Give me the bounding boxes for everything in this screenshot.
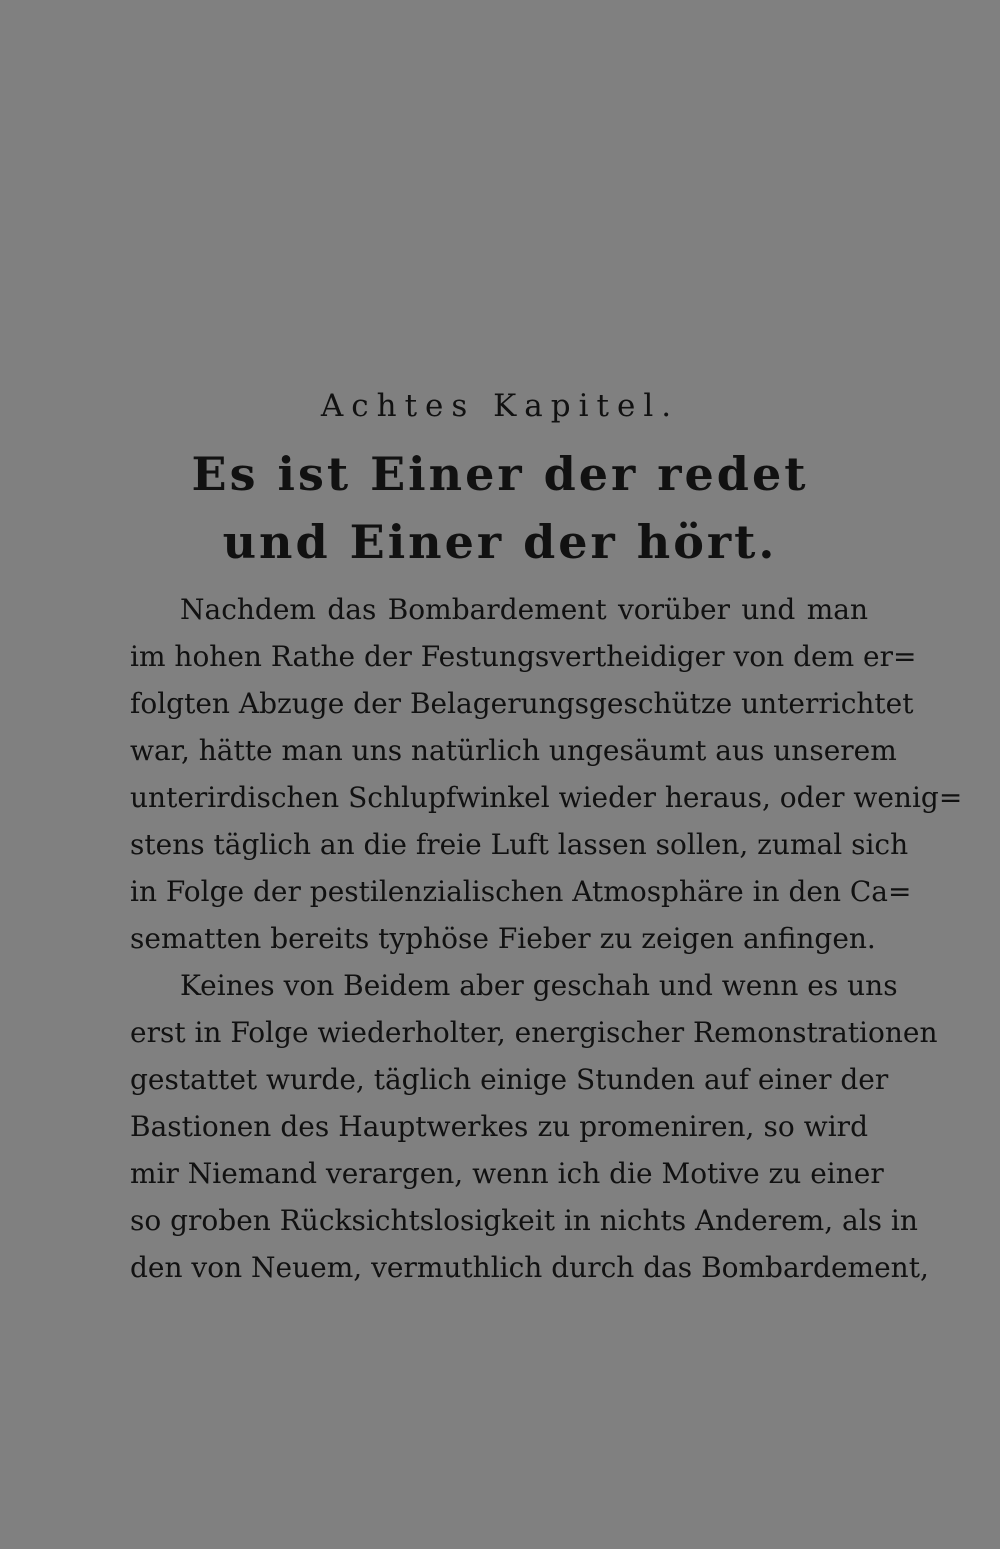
text-line: stens täglich an die freie Luft lassen sollen, zumal sich [130,828,909,861]
text-line: folgten Abzuge der Belagerungsgeschütze unterrichtet [130,687,914,720]
text-line: in Folge der pestilenzialischen Atmosphäre in den Ca= [130,875,912,908]
text-line: gestattet wurde, täglich einige Stunden auf einer der [130,1063,889,1096]
chapter-title: Es ist Einer der redet und Einer der hört. [191,447,809,569]
text-line: unterirdischen Schlupfwinkel wieder heraus, oder wenig= [130,781,963,814]
text-line: Nachdem das Bombardement vorüber und man [180,593,868,626]
text-line: war, hätte man uns natürlich ungesäumt aus unserem [130,734,897,767]
text-line: Bastionen des Hauptwerkes zu promeniren, so wird [130,1110,868,1143]
text-line: Keines von Beidem aber geschah und wenn es uns [180,969,898,1002]
body-text [130,586,963,1291]
text-line: erst in Folge wiederholter, energischer Remonstrationen [130,1016,938,1049]
text-line: den von Neuem, vermuthlich durch das Bombardement, [130,1251,929,1284]
text-line: im hohen Rathe der Festungsvertheidiger von dem er= [130,640,917,673]
text-line: mir Niemand verargen, wenn ich die Motive zu einer [130,1157,884,1190]
text-line: so groben Rücksichtslosigkeit in nichts Anderem, als in [130,1204,918,1237]
text-line: sematten bereits typhöse Fieber zu zeigen anfingen. [130,922,876,955]
chapter-label: Achtes Kapitel. [320,388,680,424]
